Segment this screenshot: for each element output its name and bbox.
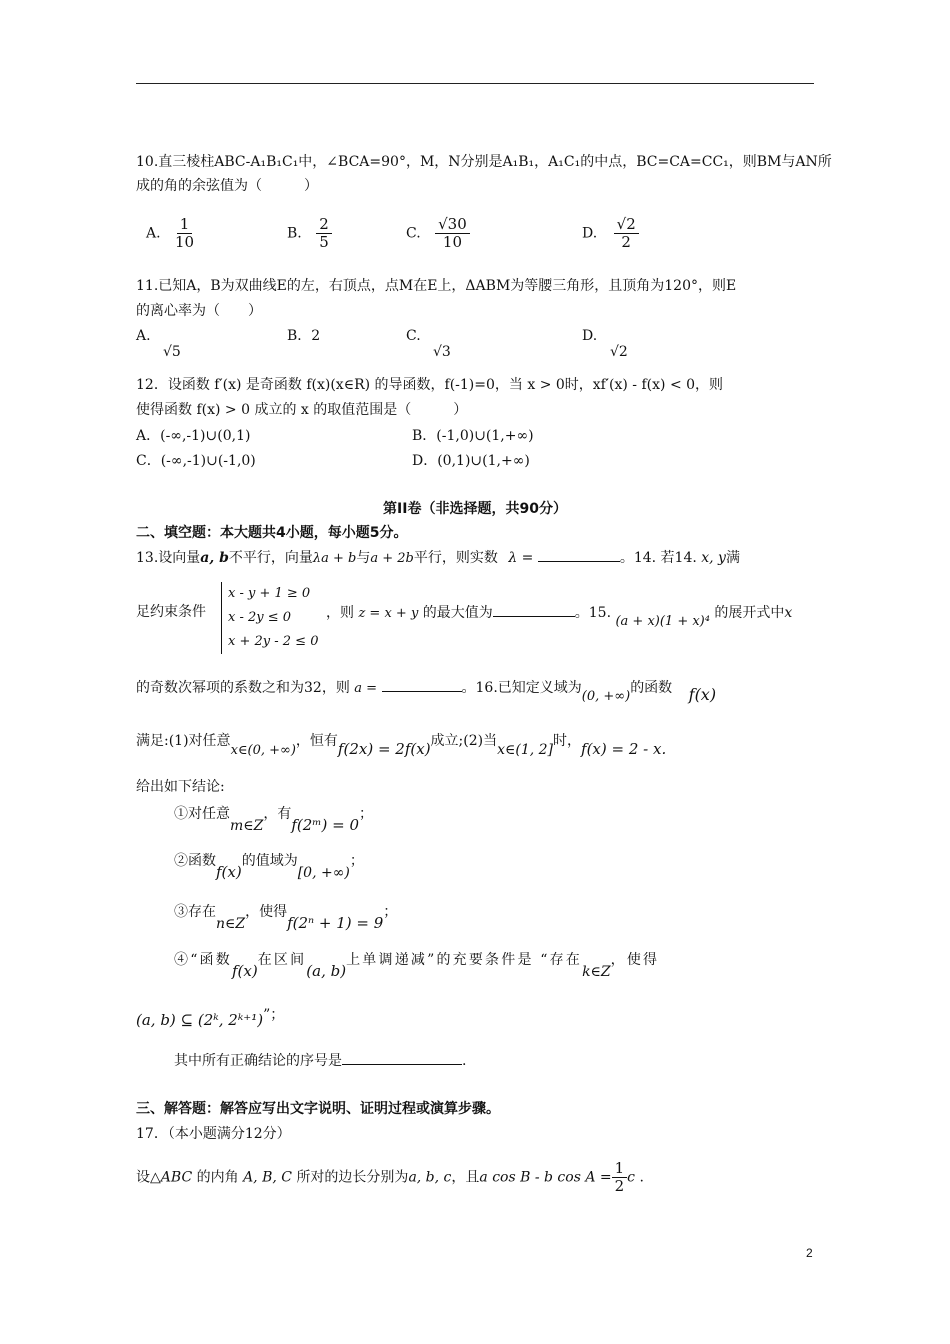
- q13-line: [136, 547, 740, 569]
- q14-constraint-system: [221, 582, 318, 654]
- q17-fraction: [612, 1160, 628, 1195]
- q17-text: 的内角: [196, 1169, 239, 1186]
- conclusion-math: n∈Z: [216, 916, 246, 932]
- conclusion-math: f(x): [231, 962, 258, 980]
- section2-heading: 二、填空题：本大题共4小题，每小题5分。: [136, 525, 408, 541]
- conclusion-math: f(x): [216, 863, 242, 881]
- q15-line: [136, 677, 717, 704]
- part2-title: 第II卷（非选择题，共90分）: [383, 501, 567, 517]
- numerator: √2: [614, 216, 639, 234]
- q16-ask: [174, 1050, 466, 1071]
- q10-option-a[interactable]: [146, 216, 194, 251]
- q14-line: [326, 602, 793, 629]
- conclusion-text: ；: [349, 853, 364, 869]
- constraint-1: x - y + 1 ≥ 0: [228, 586, 311, 601]
- q10-a-fraction: [175, 216, 194, 251]
- q14-text: 的展开式中: [714, 605, 785, 621]
- q15-answer-blank[interactable]: [382, 677, 462, 692]
- q11-line1: 11.已知A，B为双曲线E的左，右顶点，点M在E上，ΔABM为等腰三角形，且顶角为120°，则E: [136, 278, 737, 294]
- section3-heading: 三、解答题：解答应写出文字说明、证明过程或演算步骤。: [136, 1101, 500, 1117]
- conclusion-text: ②函数: [174, 853, 216, 869]
- q17-end: .: [639, 1169, 644, 1186]
- q13-text: 不平行，向量: [228, 550, 313, 566]
- q14-text: 的最大值为: [422, 605, 493, 621]
- q17-text: 设△: [136, 1169, 161, 1186]
- q11-option-d[interactable]: √2: [610, 344, 628, 360]
- q11-option-a[interactable]: √5: [163, 344, 181, 360]
- conclusion-math: (a, b) ⊆ (2ᵏ, 2ᵏ⁺¹): [136, 1011, 264, 1029]
- conclusion-text: 的值域为: [241, 853, 298, 869]
- q11-option-c[interactable]: √3: [433, 344, 451, 360]
- q15-a-equals: a =: [354, 681, 378, 696]
- numerator: √30: [435, 216, 470, 234]
- q17-sides: a, b, c: [408, 1169, 452, 1186]
- conclusion-text: 上单调递减”的充要条件是 “存在: [346, 952, 583, 968]
- q15-variable: x: [784, 605, 793, 621]
- q10-line2: 成的角的余弦值为（ ）: [136, 178, 318, 194]
- q13-expr1: λa + b: [312, 551, 357, 566]
- conclusion-math: f(2ⁿ + 1) = 9: [287, 914, 384, 932]
- q15-text: 的奇数次幂项的系数之和为32，则: [136, 680, 350, 696]
- q16-given: 给出如下结论:: [136, 779, 225, 795]
- q11-line2: 的离心率为（ ）: [136, 303, 262, 319]
- conclusion-text: ；: [359, 806, 374, 822]
- constraint-2: x - 2y ≤ 0: [228, 610, 292, 625]
- q12-line2: 使得函数 f(x) > 0 成立的 x 的取值范围是（ ）: [136, 402, 468, 418]
- q12-option-c[interactable]: C．(-∞,-1)∪(-1,0): [136, 453, 256, 469]
- q12-option-d[interactable]: D．(0,1)∪(1,+∞): [412, 453, 530, 469]
- q16-ask-end: .: [462, 1053, 467, 1069]
- q10-option-c[interactable]: [406, 216, 470, 251]
- conclusion-math: (a, b): [306, 962, 347, 980]
- q17-text: 所对的边长分别为: [296, 1169, 409, 1186]
- option-b-label: B.: [287, 225, 302, 242]
- q15-text: 。16.已知定义域为: [461, 680, 582, 696]
- q10-b-fraction: [316, 216, 332, 251]
- q13-text: 。14. 若14.: [619, 550, 697, 566]
- conclusion-math: f(2ᵐ) = 0: [291, 816, 360, 834]
- option-a-label: A.: [146, 225, 161, 242]
- conclusion-3[interactable]: [174, 901, 398, 932]
- q11-option-a-label: A.: [136, 328, 151, 344]
- q17-equation-right: c: [627, 1169, 636, 1186]
- q16-text: ，恒有: [295, 733, 338, 749]
- q14-text: 。15.: [574, 605, 612, 621]
- conclusion-4[interactable]: [174, 949, 660, 980]
- q16-ask-text: 其中所有正确结论的序号是: [174, 1053, 342, 1069]
- q15-expression: (a + x)(1 + x)⁴: [615, 614, 710, 629]
- q10-option-d[interactable]: [582, 216, 639, 251]
- q16-text: 成立;(2)当: [430, 733, 498, 749]
- q16-function: f(x): [688, 685, 717, 704]
- q17-line: [136, 1160, 644, 1195]
- denominator: 10: [442, 233, 462, 251]
- q14-variables: x, y: [701, 550, 726, 566]
- q10-d-fraction: [614, 216, 639, 251]
- header-rule: [136, 83, 814, 84]
- q12-option-b[interactable]: B．(-1,0)∪(1,+∞): [412, 428, 534, 444]
- conclusion-text: ①对任意: [174, 806, 230, 822]
- q12-line1: 12．设函数 f′(x) 是奇函数 f(x)(x∈R) 的导函数，f(-1)=0，当 x > 0时，xf′(x) - f(x) < 0，则: [136, 377, 724, 393]
- q11-option-c-label: C.: [406, 328, 421, 344]
- q13-vectors: a, b: [200, 550, 229, 566]
- q16-equation2: f(x) = 2 - x.: [581, 740, 667, 758]
- numerator: 2: [316, 216, 332, 234]
- conclusion-math: [0, +∞): [297, 865, 350, 881]
- denominator: 5: [319, 233, 329, 251]
- conclusion-text: ③存在: [174, 904, 216, 920]
- q17-triangle: ABC: [160, 1169, 193, 1186]
- q16-equation1: f(2x) = 2f(x): [337, 740, 431, 758]
- q13-text: 平行，则实数: [413, 550, 498, 566]
- q13-expr2: a + 2b: [370, 551, 414, 566]
- constraint-3: x + 2y - 2 ≤ 0: [228, 634, 319, 649]
- denominator: 2: [614, 1177, 625, 1195]
- q13-answer-blank[interactable]: [538, 547, 620, 562]
- q12-option-a[interactable]: A．(-∞,-1)∪(0,1): [136, 428, 251, 444]
- q11-option-b[interactable]: B．2: [287, 328, 321, 344]
- q13-text: 13.设向量: [136, 550, 201, 566]
- conclusion-text: ，有: [263, 806, 292, 822]
- numerator: 1: [177, 216, 193, 234]
- q10-line1: 10.直三棱柱ABC-A₁B₁C₁中，∠BCA=90°，M，N分别是A₁B₁，A₁C₁的中点，BC=CA=CC₁，则BM与AN所: [136, 154, 832, 170]
- q15-text: 的函数: [630, 680, 673, 696]
- q16-domain: (0, +∞): [581, 689, 631, 704]
- q16-condition2: x∈(1, 2]: [497, 742, 554, 758]
- q14-text: ，则: [326, 605, 354, 621]
- page-number: 2: [806, 1246, 813, 1260]
- q17-text: ，且: [451, 1169, 480, 1186]
- q10-c-fraction: [435, 216, 470, 251]
- q16-text: 时，: [553, 733, 582, 749]
- q14-objective: z = x + y: [358, 606, 419, 621]
- q10-option-b[interactable]: [287, 216, 332, 251]
- q13-lambda: λ =: [508, 550, 534, 566]
- option-c-label: C.: [406, 225, 421, 242]
- conclusion-1[interactable]: [174, 803, 374, 834]
- conclusion-text: 在区间: [257, 952, 307, 968]
- q16-line1: [136, 730, 667, 758]
- conclusion-text: ”；: [263, 1007, 285, 1023]
- conclusion-math: m∈Z: [230, 818, 264, 834]
- q16-condition1: x∈(0, +∞): [230, 743, 296, 758]
- q14-answer-blank[interactable]: [493, 602, 575, 617]
- conclusion-4-cont: [136, 1007, 285, 1031]
- q13-text: 与: [356, 550, 371, 566]
- conclusion-math: k∈Z: [582, 964, 611, 980]
- conclusion-text: ，使得: [245, 904, 288, 920]
- denominator: 2: [621, 233, 631, 251]
- conclusion-text: ；: [383, 904, 398, 920]
- conclusion-text: ④“函数: [174, 952, 232, 968]
- option-d-label: D.: [582, 225, 598, 242]
- q16-text: 满足:(1)对任意: [136, 733, 231, 749]
- q17-equation-left: a cos B - b cos A =: [479, 1169, 612, 1186]
- numerator: 1: [612, 1160, 628, 1178]
- q14-text-a: 足约束条件: [136, 604, 206, 620]
- conclusion-text: ，使得: [610, 952, 660, 968]
- denominator: 10: [175, 233, 195, 251]
- q17-angles: A, B, C: [243, 1169, 292, 1186]
- q11-option-d-label: D.: [582, 328, 598, 344]
- q16-answer-blank[interactable]: [342, 1050, 462, 1065]
- q13-text: 满: [725, 550, 740, 566]
- conclusion-2[interactable]: [174, 850, 364, 881]
- q17-label: 17．（本小题满分12分）: [136, 1126, 291, 1142]
